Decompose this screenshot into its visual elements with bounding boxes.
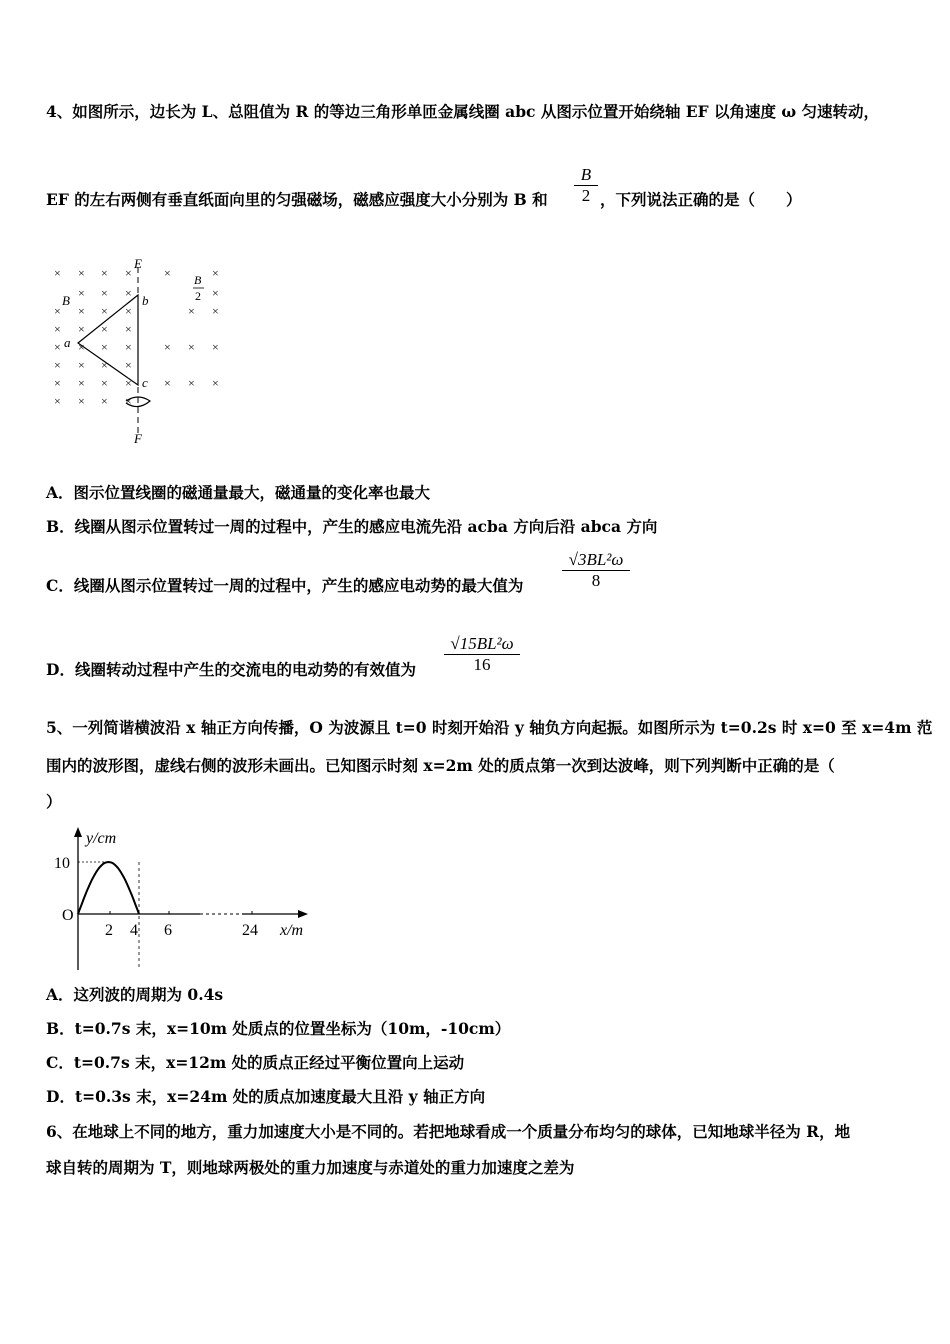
field-x-mark: × bbox=[125, 376, 132, 390]
field-x-mark: × bbox=[78, 286, 85, 300]
q5-stem-line2: 围内的波形图，虚线右侧的波形未画出。已知图示时刻 x=2m 处的质点第一次到达波峰，则下列判断中正确的是（ bbox=[46, 756, 835, 775]
field-x-mark: × bbox=[101, 286, 108, 300]
field-x-mark: × bbox=[78, 340, 85, 354]
q4-option-b: B．线圈从图示位置转过一周的过程中，产生的感应电流先沿 acba 方向后沿 abca 方向 bbox=[46, 517, 658, 536]
x-tick-6: 6 bbox=[164, 922, 172, 939]
field-x-mark: × bbox=[212, 376, 219, 390]
q4-option-d-numerator: √15BL²ω bbox=[450, 634, 514, 653]
label-field-b-right-den: 2 bbox=[195, 289, 201, 303]
label-c: c bbox=[142, 375, 148, 390]
x-axis-label: x/m bbox=[280, 922, 304, 939]
q5-option-d: D．t=0.3s 末，x=24m 处的质点加速度最大且沿 y 轴正方向 bbox=[46, 1087, 486, 1106]
x-tick-4: 4 bbox=[130, 922, 138, 939]
q4-fraction-denominator: 2 bbox=[581, 186, 591, 205]
q5-option-c: C．t=0.7s 末，x=12m 处的质点正经过平衡位置向上运动 bbox=[46, 1053, 465, 1072]
field-x-mark: × bbox=[125, 266, 132, 280]
field-x-mark: × bbox=[188, 340, 195, 354]
q4-fraction-numerator: B bbox=[580, 165, 592, 184]
field-x-mark: × bbox=[212, 304, 219, 318]
field-x-mark: × bbox=[78, 304, 85, 318]
q4-option-d: D．线圈转动过程中产生的交流电的电动势的有效值为 bbox=[46, 660, 416, 679]
label-a: a bbox=[64, 335, 71, 350]
field-x-mark: × bbox=[54, 376, 61, 390]
label-field-b-right-num: B bbox=[194, 273, 202, 287]
field-x-mark: × bbox=[78, 394, 85, 408]
wave-curve bbox=[78, 862, 139, 914]
field-x-mark: × bbox=[212, 340, 219, 354]
field-x-mark: × bbox=[101, 322, 108, 336]
q5-option-a: A．这列波的周期为 0.4s bbox=[46, 985, 224, 1004]
q4-stem-line1: 4、如图所示，边长为 L、总阻值为 R 的等边三角形单匝金属线圈 abc 从图示位置开始绕轴 EF 以角速度 ω 匀速转动， bbox=[46, 102, 880, 121]
q6-stem-line2: 球自转的周期为 T，则地球两极处的重力加速度与赤道处的重力加速度之差为 bbox=[46, 1158, 575, 1177]
origin-label: O bbox=[62, 907, 74, 924]
q4-magnetic-field-figure bbox=[42, 255, 242, 445]
label-f: F bbox=[134, 431, 142, 446]
field-x-mark: × bbox=[125, 322, 132, 336]
field-x-mark: × bbox=[54, 358, 61, 372]
field-x-mark: × bbox=[101, 394, 108, 408]
x-tick-2: 2 bbox=[105, 922, 113, 939]
field-x-mark: × bbox=[125, 340, 132, 354]
field-x-mark: × bbox=[164, 340, 171, 354]
q4-option-c-denominator: 8 bbox=[591, 571, 601, 590]
q5-option-b: B．t=0.7s 末，x=10m 处质点的位置坐标为（10m，-10cm） bbox=[46, 1019, 511, 1038]
field-x-mark: × bbox=[54, 340, 61, 354]
x-tick-24: 24 bbox=[242, 922, 258, 939]
q6-stem-line1: 6、在地球上不同的地方，重力加速度大小是不同的。若把地球看成一个质量分布均匀的球体，已知地球半径为 R，地 bbox=[46, 1122, 851, 1141]
field-x-mark: × bbox=[188, 304, 195, 318]
q4-option-c: C．线圈从图示位置转过一周的过程中，产生的感应电动势的最大值为 bbox=[46, 576, 524, 595]
field-x-mark: × bbox=[101, 376, 108, 390]
field-x-mark: × bbox=[101, 358, 108, 372]
y-tick-10: 10 bbox=[54, 855, 70, 872]
label-field-b-left: B bbox=[62, 293, 70, 308]
field-x-mark: × bbox=[78, 376, 85, 390]
field-x-marks bbox=[54, 266, 219, 408]
q5-stem-line1: 5、一列简谐横波沿 x 轴正方向传播，O 为波源且 t=0 时刻开始沿 y 轴负方向起振。如图所示为 t=0.2s 时 x=0 至 x=4m 范 bbox=[46, 718, 933, 737]
field-x-mark: × bbox=[78, 322, 85, 336]
x-axis-arrow-icon bbox=[298, 910, 308, 918]
y-axis-label: y/cm bbox=[86, 830, 117, 847]
field-x-mark: × bbox=[188, 376, 195, 390]
q4-stem-line2-post: ，下列说法正确的是（ ） bbox=[600, 190, 802, 209]
field-x-mark: × bbox=[101, 266, 108, 280]
field-x-mark: × bbox=[54, 322, 61, 336]
field-x-mark: × bbox=[164, 376, 171, 390]
q4-fraction-b-over-2 bbox=[574, 165, 598, 206]
field-x-mark: × bbox=[125, 304, 132, 318]
field-x-mark: × bbox=[78, 358, 85, 372]
q4-stem-line2 bbox=[46, 190, 548, 210]
field-x-mark: × bbox=[125, 394, 132, 408]
field-x-mark: × bbox=[125, 358, 132, 372]
q4-option-d-denominator: 16 bbox=[473, 655, 491, 674]
field-x-mark: × bbox=[101, 340, 108, 354]
field-x-mark: × bbox=[78, 266, 85, 280]
q4-option-c-fraction bbox=[562, 550, 630, 591]
y-axis-arrow-icon bbox=[74, 827, 82, 837]
q4-stem-line2-pre: EF 的左右两侧有垂直纸面向里的匀强磁场，磁感应强度大小分别为 B 和 bbox=[46, 190, 548, 209]
field-x-mark: × bbox=[125, 286, 132, 300]
label-b: b bbox=[142, 293, 149, 308]
q4-option-a: A．图示位置线圈的磁通量最大，磁通量的变化率也最大 bbox=[46, 483, 431, 502]
field-x-mark: × bbox=[212, 286, 219, 300]
label-e: E bbox=[134, 256, 142, 271]
field-x-mark: × bbox=[54, 304, 61, 318]
q5-wave-graph bbox=[50, 825, 320, 975]
field-x-mark: × bbox=[54, 266, 61, 280]
q5-stem-line3: ） bbox=[46, 792, 62, 811]
q4-option-d-fraction bbox=[444, 634, 520, 675]
field-x-mark: × bbox=[101, 304, 108, 318]
field-x-mark: × bbox=[54, 394, 61, 408]
q4-option-c-numerator: √3BL²ω bbox=[568, 550, 624, 569]
field-x-mark: × bbox=[212, 266, 219, 280]
field-x-mark: × bbox=[164, 266, 171, 280]
